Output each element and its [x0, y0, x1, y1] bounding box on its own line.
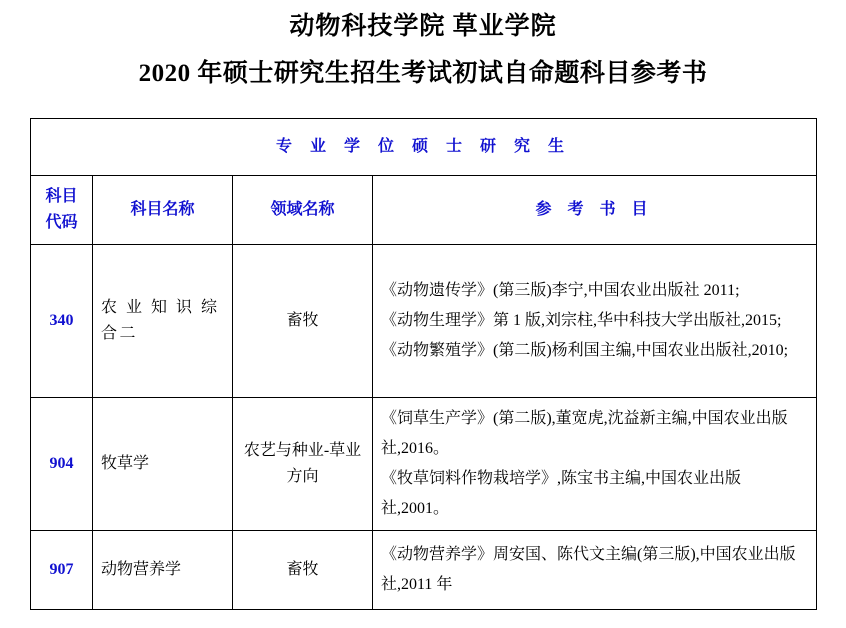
row-books — [373, 531, 817, 610]
title-block — [0, 0, 846, 96]
column-header-books: 参 考 书 目 — [373, 176, 817, 245]
column-header-code-line2: 代码 — [45, 214, 78, 231]
row-subject: 动物营养学 — [93, 531, 233, 610]
column-header-code-line1: 科目 — [45, 188, 78, 205]
page-subtitle: 2020 年硕士研究生招生考试初试自命题科目参考书 — [138, 60, 708, 87]
table-banner: 专 业 学 位 硕 士 研 究 生 — [31, 119, 817, 176]
table-row — [31, 398, 817, 531]
table-row — [31, 531, 817, 610]
row-field: 畜牧 — [233, 245, 373, 398]
book-entry: 《动物生理学》第 1 版,刘宗柱,华中科技大学出版社,2015; — [381, 312, 782, 329]
row-code: 904 — [31, 398, 93, 531]
row-books — [373, 245, 817, 398]
reference-table-wrapper — [30, 118, 816, 610]
book-entry: 《牧草饲料作物栽培学》,陈宝书主编,中国农业出版社,2001。 — [381, 470, 742, 517]
row-books — [373, 398, 817, 531]
row-code: 340 — [31, 245, 93, 398]
table-banner-row — [31, 119, 817, 176]
row-subject: 农 业 知 识 综合二 — [93, 245, 233, 398]
row-field: 农艺与种业-草业方向 — [233, 398, 373, 531]
column-header-code — [31, 176, 93, 245]
book-entry: 《动物营养学》周安国、陈代文主编(第三版),中国农业出版社,2011 年 — [381, 546, 796, 593]
table-header-row — [31, 176, 817, 245]
table-row — [31, 245, 817, 398]
row-code: 907 — [31, 531, 93, 610]
book-entry: 《动物繁殖学》(第二版)杨利国主编,中国农业出版社,2010; — [381, 342, 789, 359]
row-field: 畜牧 — [233, 531, 373, 610]
reference-table — [30, 118, 817, 610]
row-subject: 牧草学 — [93, 398, 233, 531]
column-header-subject: 科目名称 — [93, 176, 233, 245]
page-title: 动物科技学院 草业学院 — [289, 13, 557, 40]
book-entry: 《动物遗传学》(第三版)李宁,中国农业出版社 2011; — [381, 282, 740, 299]
book-entry: 《饲草生产学》(第二版),董宽虎,沈益新主编,中国农业出版社,2016。 — [381, 410, 788, 457]
column-header-field: 领域名称 — [233, 176, 373, 245]
